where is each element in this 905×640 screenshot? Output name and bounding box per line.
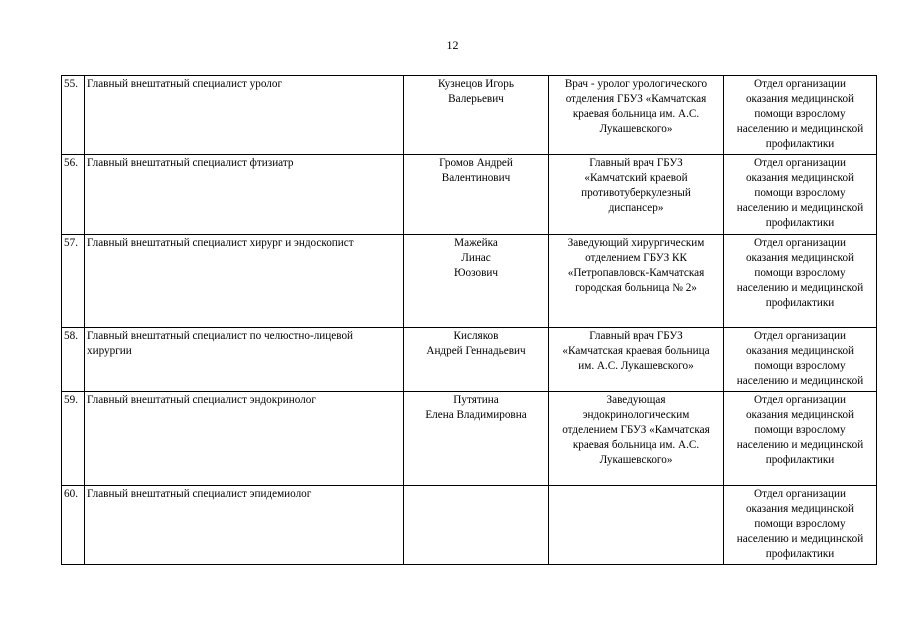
job-cell bbox=[549, 328, 724, 392]
table-row bbox=[62, 486, 877, 565]
position-line: Главный внештатный специалист по челюстно-лицевой bbox=[87, 330, 354, 342]
dept-line: населению и медицинской bbox=[736, 282, 864, 294]
dept-line: помощи взрослому bbox=[754, 424, 846, 436]
dept-line: оказания медицинской bbox=[745, 409, 855, 421]
job-line: Главный врач ГБУЗ bbox=[589, 157, 683, 169]
job-cell bbox=[549, 76, 724, 155]
dept-line: Отдел организации bbox=[754, 78, 846, 90]
position-cell: Главный внештатный специалист фтизиатр bbox=[85, 155, 404, 235]
job-line: «Камчатский краевой bbox=[584, 172, 688, 184]
table-row bbox=[62, 392, 877, 486]
job-line: Лукашевского» bbox=[599, 123, 673, 135]
dept-line: профилактики bbox=[765, 454, 835, 466]
job-line: Заведующая bbox=[606, 394, 666, 406]
dept-line: профилактики bbox=[765, 217, 835, 229]
specialists-table bbox=[61, 75, 877, 565]
name-cell bbox=[404, 76, 549, 155]
name-cell bbox=[404, 392, 549, 486]
job-line: Лукашевского» bbox=[599, 454, 673, 466]
row-number: 57. bbox=[62, 235, 85, 328]
name-line: Линас bbox=[461, 252, 491, 264]
department-cell bbox=[724, 392, 877, 486]
dept-line: оказания медицинской bbox=[745, 345, 855, 357]
name-line: Мажейка bbox=[454, 237, 498, 249]
department-cell bbox=[724, 155, 877, 235]
department-cell bbox=[724, 328, 877, 392]
job-cell bbox=[549, 235, 724, 328]
name-cell bbox=[404, 486, 549, 565]
job-cell bbox=[549, 155, 724, 235]
job-line: краевая больница им. А.С. bbox=[572, 108, 700, 120]
name-cell bbox=[404, 328, 549, 392]
job-line: им. А.С. Лукашевского» bbox=[578, 360, 694, 372]
job-line: городская больница № 2» bbox=[575, 282, 697, 294]
row-number: 55. bbox=[62, 76, 85, 155]
job-line: диспансер» bbox=[608, 202, 664, 214]
job-line: отделением ГБУЗ «Камчатская bbox=[562, 424, 710, 436]
position-cell: Главный внештатный специалист эндокринолог bbox=[85, 392, 404, 486]
job-line: эндокринологическим bbox=[582, 409, 690, 421]
department-cell bbox=[724, 235, 877, 328]
dept-line: профилактики bbox=[765, 138, 835, 150]
position-cell bbox=[85, 328, 404, 392]
dept-line: помощи взрослому bbox=[754, 518, 846, 530]
position-cell: Главный внештатный специалист эпидемиолог bbox=[85, 486, 404, 565]
dept-line: оказания медицинской bbox=[745, 93, 855, 105]
name-cell bbox=[404, 155, 549, 235]
job-line: «Камчатская краевая больница bbox=[562, 345, 710, 357]
job-line: Врач - уролог урологического bbox=[564, 78, 708, 90]
job-line: Главный врач ГБУЗ bbox=[589, 330, 683, 342]
job-line: «Петропавловск-Камчатская bbox=[567, 267, 705, 279]
name-line: Путятина bbox=[453, 394, 499, 406]
dept-line: Отдел организации bbox=[754, 157, 846, 169]
dept-line: профилактики bbox=[765, 297, 835, 309]
dept-line: оказания медицинской bbox=[745, 503, 855, 515]
job-line: отделением ГБУЗ КК bbox=[585, 252, 687, 264]
department-clip bbox=[726, 329, 874, 389]
row-number: 59. bbox=[62, 392, 85, 486]
dept-line: оказания медицинской bbox=[745, 172, 855, 184]
dept-line: населению и медицинской bbox=[736, 123, 864, 135]
department-cell bbox=[724, 76, 877, 155]
row-number: 60. bbox=[62, 486, 85, 565]
name-line: Елена Владимировна bbox=[425, 409, 527, 421]
job-cell bbox=[549, 486, 724, 565]
job-line: краевая больница им. А.С. bbox=[572, 439, 700, 451]
row-number: 56. bbox=[62, 155, 85, 235]
position-cell: Главный внештатный специалист уролог bbox=[85, 76, 404, 155]
dept-line: помощи взрослому bbox=[754, 187, 846, 199]
dept-line: населению и медицинской bbox=[736, 375, 864, 387]
name-line: Андрей Геннадьевич bbox=[426, 345, 526, 357]
job-line: Заведующий хирургическим bbox=[567, 237, 705, 249]
name-line: Валентинович bbox=[441, 172, 511, 184]
dept-line: Отдел организации bbox=[754, 237, 846, 249]
name-cell bbox=[404, 235, 549, 328]
position-cell: Главный внештатный специалист хирург и эндоскопист bbox=[85, 235, 404, 328]
position-line: хирургии bbox=[87, 345, 132, 357]
dept-line: Отдел организации bbox=[754, 394, 846, 406]
table-row bbox=[62, 76, 877, 155]
name-line: Громов Андрей bbox=[439, 157, 513, 169]
dept-line: населению и медицинской bbox=[736, 439, 864, 451]
job-line: противотуберкулезный bbox=[581, 187, 691, 199]
table-row bbox=[62, 235, 877, 328]
name-line: Кисляков bbox=[453, 330, 499, 342]
dept-line: Отдел организации bbox=[754, 330, 846, 342]
name-line: Юозович bbox=[454, 267, 498, 279]
department-cell bbox=[724, 486, 877, 565]
dept-line: населению и медицинской bbox=[736, 202, 864, 214]
dept-line: профилактики bbox=[765, 548, 835, 560]
table-row bbox=[62, 155, 877, 235]
job-cell bbox=[549, 392, 724, 486]
page-number: 12 bbox=[446, 38, 459, 52]
name-line: Кузнецов Игорь bbox=[438, 78, 514, 90]
dept-line: помощи взрослому bbox=[754, 108, 846, 120]
name-line: Валерьевич bbox=[448, 93, 504, 105]
table-row bbox=[62, 328, 877, 392]
dept-line: помощи взрослому bbox=[754, 267, 846, 279]
dept-line: населению и медицинской bbox=[736, 533, 864, 545]
row-number: 58. bbox=[62, 328, 85, 392]
job-line: отделения ГБУЗ «Камчатская bbox=[565, 93, 707, 105]
dept-line: оказания медицинской bbox=[745, 252, 855, 264]
dept-line: помощи взрослому bbox=[754, 360, 846, 372]
dept-line: Отдел организации bbox=[754, 488, 846, 500]
